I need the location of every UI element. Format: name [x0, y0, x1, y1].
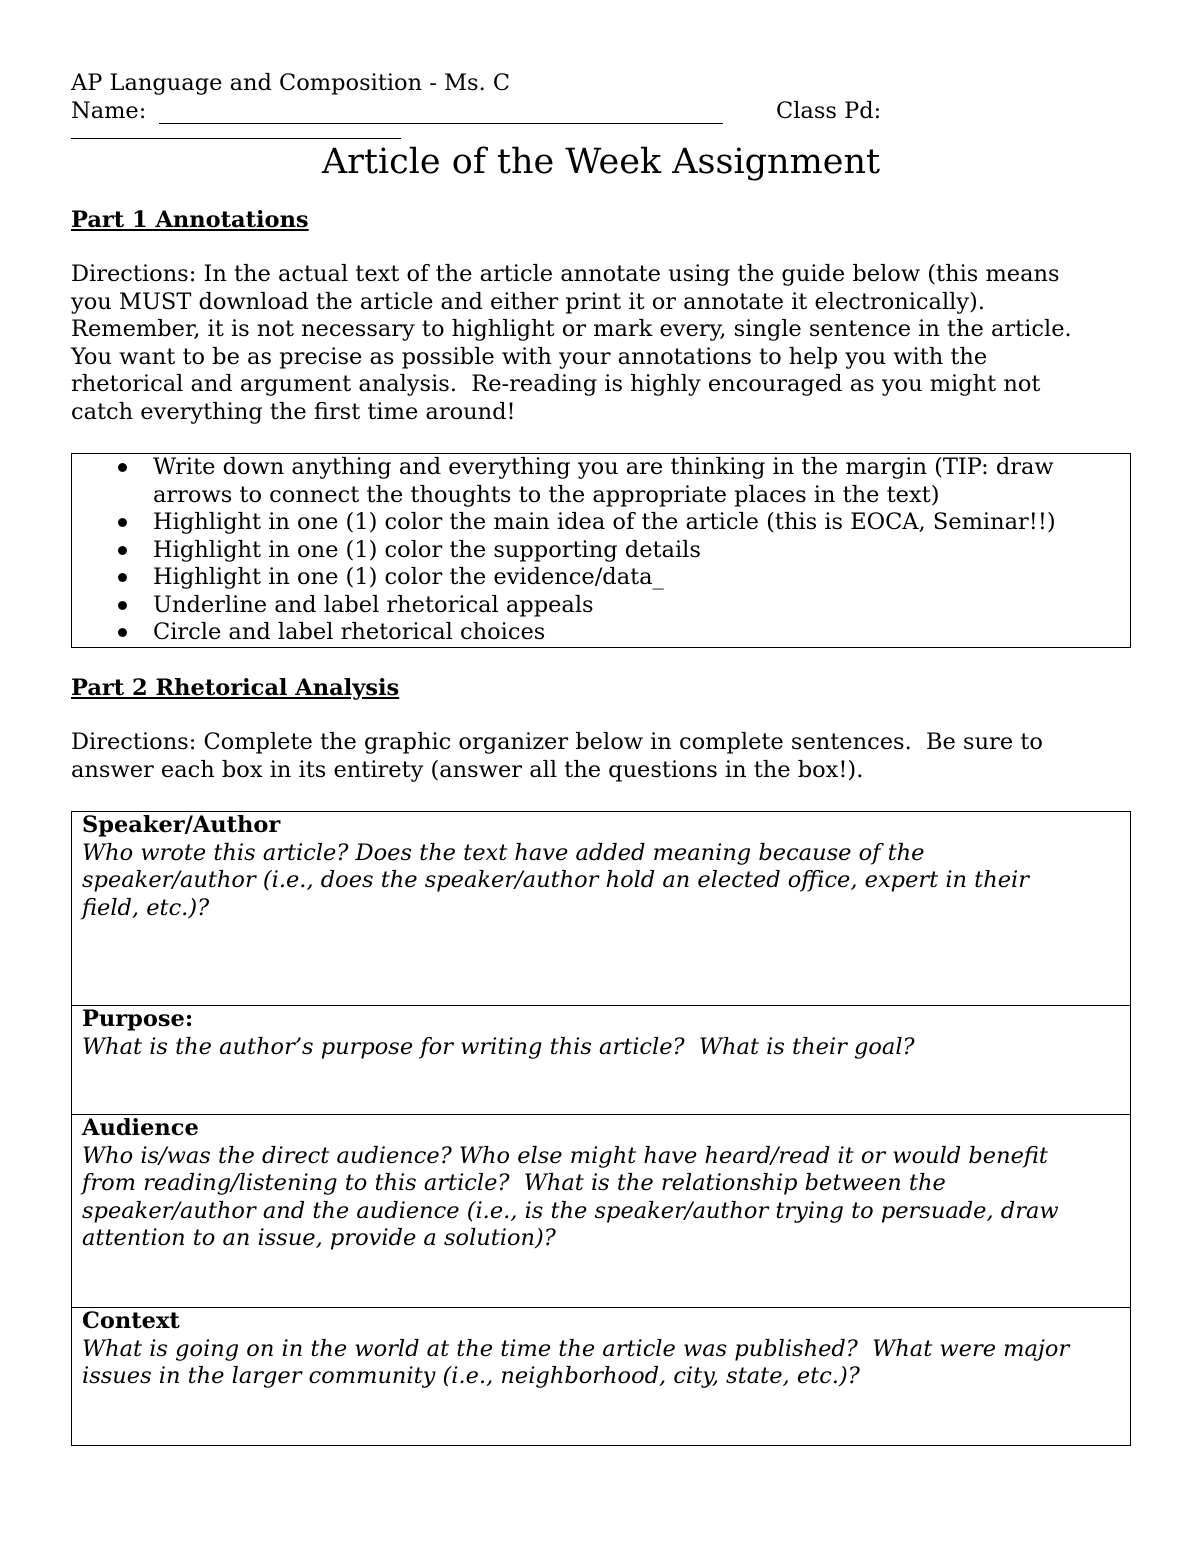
bullet-icon — [118, 518, 127, 527]
list-item — [153, 564, 1120, 592]
bullet-icon — [118, 628, 127, 637]
organizer-box-context[interactable] — [72, 1307, 1130, 1445]
box-question: Who is/was the direct audience? Who else might have heard/read it or would benefit — [82, 1142, 1048, 1169]
box-question: speaker/author (i.e., does the speaker/author hold an elected office, expert in their — [82, 867, 1029, 893]
list-item-text: Circle and label rhetorical choices — [153, 619, 546, 645]
box-question: issues in the larger community (i.e., neighborhood, city, state, etc.)? — [82, 1363, 860, 1389]
name-row — [71, 98, 1131, 126]
box-question: Who wrote this article? Does the text have added meaning because of the — [82, 839, 925, 866]
annotation-guide-list — [72, 454, 1130, 647]
directions-line: Directions: Complete the graphic organizer below in complete sentences. Be sure to — [71, 729, 1043, 755]
list-item — [153, 537, 1120, 565]
list-item-text: Highlight in one (1) color the evidence/data_ — [153, 564, 664, 590]
directions-line: rhetorical and argument analysis. Re-reading is highly encouraged as you might not — [71, 371, 1041, 397]
box-question: What is the author’s purpose for writing this article? What is their goal? — [82, 1033, 915, 1060]
part2-heading: Part 2 Rhetorical Analysis — [71, 674, 400, 701]
list-item — [153, 454, 1120, 509]
list-item — [153, 592, 1120, 620]
box-question: attention to an issue, provide a solution)? — [82, 1225, 556, 1251]
bullet-icon — [118, 546, 127, 555]
list-item-text: Underline and label rhetorical appeals — [153, 591, 594, 618]
directions-line: answer each box in its entirety (answer all the questions in the box!). — [71, 756, 864, 783]
box-question: from reading/listening to this article? What is the relationship between the — [82, 1170, 946, 1196]
list-item-text: Highlight in one (1) color the supporting details — [153, 536, 701, 563]
part1-directions — [71, 261, 1131, 426]
directions-line: You want to be as precise as possible with your annotations to help you with the — [71, 343, 988, 370]
page-title: Article of the Week Assignment — [321, 141, 881, 182]
name-blank-line[interactable] — [159, 123, 723, 124]
bullet-icon — [118, 573, 127, 582]
list-item — [153, 619, 1120, 647]
part1-heading: Part 1 Annotations — [71, 206, 309, 233]
list-item — [153, 509, 1120, 537]
organizer-box-purpose[interactable] — [72, 1005, 1130, 1114]
directions-line: Remember, it is not necessary to highlight or mark every, single sentence in the article. — [71, 316, 1072, 342]
directions-line: Directions: In the actual text of the article annotate using the guide below (this means — [71, 261, 1060, 287]
bullet-icon — [118, 601, 127, 610]
directions-line: you MUST download the article and either print it or annotate it electronically). — [71, 288, 985, 315]
box-question: field, etc.)? — [82, 894, 210, 921]
bullet-icon — [118, 463, 127, 472]
box-question: speaker/author and the audience (i.e., is the speaker/author trying to persuade, draw — [82, 1197, 1059, 1224]
box-title: Speaker/Author — [82, 812, 281, 838]
graphic-organizer — [71, 811, 1131, 1446]
organizer-box-speaker[interactable] — [72, 812, 1130, 1005]
list-item-text: Highlight in one (1) color the main idea of the article (this is EOCA, Seminar!!) — [153, 509, 1056, 535]
worksheet-page — [71, 70, 1131, 1446]
list-item-text: Write down anything and everything you are thinking in the margin (TIP: draw — [153, 454, 1054, 480]
part2-directions — [71, 729, 1131, 784]
course-line: AP Language and Composition - Ms. C — [71, 70, 511, 96]
class-period-label: Class Pd: — [776, 97, 882, 124]
name-label: Name: — [71, 97, 147, 124]
box-title: Context — [82, 1308, 180, 1334]
directions-line: catch everything the first time around! — [71, 398, 516, 425]
organizer-box-audience[interactable] — [72, 1114, 1130, 1307]
list-item-text: arrows to connect the thoughts to the appropriate places in the text) — [153, 481, 940, 508]
box-title: Purpose: — [82, 1006, 194, 1032]
box-title: Audience — [82, 1115, 199, 1141]
annotation-guide-box — [71, 453, 1131, 648]
class-period-blank-line[interactable] — [71, 126, 401, 139]
box-question: What is going on in the world at the time the article was published? What were major — [82, 1335, 1070, 1362]
